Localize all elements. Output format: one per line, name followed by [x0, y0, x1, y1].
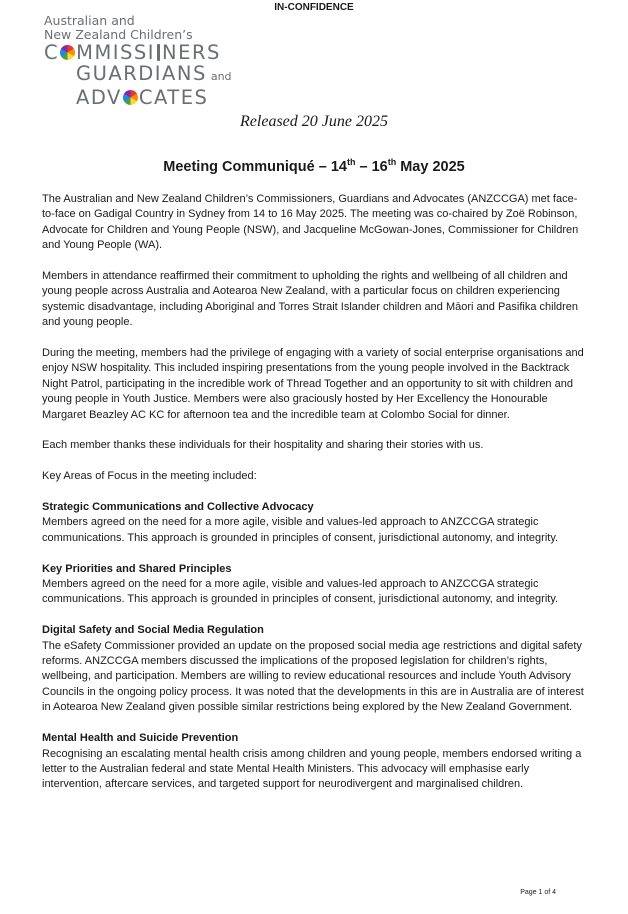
paragraph-engagement: During the meeting, members had the privilege of engaging with a variety of social enterprise organisations and enjoy NSW hospitality. This included inspiring presentations from the young people involved in the Backtrack Night Patrol, participating in the incredible work of Thread Together and an opportunity to sit with children and young people in Youth Justice. Members were also graciously hosted by Her Excellency the Honourable Margaret Beazley AC KC for afternoon tea and the incredible team at Colombo Social for dinner. [42, 347, 584, 421]
logo-advocates: ADV CATES [76, 86, 209, 109]
classification-label: IN-CONFIDENCE [274, 2, 354, 13]
logo-commissioners: C MMISSI NERS [44, 41, 221, 64]
rainbow-o-icon [123, 90, 138, 105]
section-text: Members agreed on the need for a more agile, visible and values-led approach to ANZCCGA strategic communications. This approach is grounded in principles of consent, jurisdictional autonomy, and integrity. [42, 578, 559, 606]
section-heading: Key Priorities and Shared Principles [42, 562, 232, 575]
paragraph-intro: The Australian and New Zealand Children’s Commissioners, Guardians and Advocates (ANZCCGA) met face-to-face on Gadigal Country in Sydney from 14 to 16 May 2025. The meeting was co-chaired by Zoë Robinson, Advocate for Children and Young People (NSW), and Jacqueline McGowan-Jones, Commissioner for Children and Young People (WA). [42, 193, 579, 252]
paragraph-focus-intro: Key Areas of Focus in the meeting included: [42, 470, 257, 483]
section-text: Recognising an escalating mental health crisis among children and young people, members endorsed writing a letter to the Australian federal and state Mental Health Ministers. This advocacy will emphasise early intervention, aftercare services, and targeted support for neurodivergent and marginalised children. [42, 747, 582, 791]
release-date: Released 20 June 2025 [240, 113, 388, 130]
logo-line-1: Australian and [44, 13, 135, 28]
section-text: The eSafety Commissioner provided an update on the proposed social media age restrictions and digital safety reforms. ANZCCGA members discussed the implications of the proposed legislation for children’s rights, wellbeing, and participation. Members are willing to review educational resources and include Youth Advisory Councils in the ongoing policy process. It was noted that the developments in this are in Australia are of interest in Aotearoa New Zealand given possible similar restrictions being explored by the New Zealand Government. [42, 639, 584, 714]
section-heading: Mental Health and Suicide Prevention [42, 732, 239, 745]
rainbow-o-icon [60, 45, 75, 60]
communique-body [42, 192, 587, 793]
paragraph-commitment: Members in attendance reaffirmed their commitment to upholding the rights and wellbeing of all children and young people across Australia and Aotearoa New Zealand, with a particular focus on children experiencing systemic disadvantage, including Aboriginal and Torres Strait Islander children and Māori and Pasifika children and young people. [42, 270, 579, 329]
logo-guardians: GUARDIANS and [76, 62, 232, 85]
section-heading: Digital Safety and Social Media Regulation [42, 624, 264, 637]
section-text: Members agreed on the need for a more agile, visible and values-led approach to ANZCCGA strategic communications. This approach is grounded in principles of consent, jurisdictional autonomy, and integrity. [42, 516, 559, 544]
logo-line-2: New Zealand Children’s [44, 27, 193, 42]
anzccga-logo [44, 14, 284, 108]
page-title: Meeting Communiqué – 14th – 16th May 2025 [163, 157, 465, 175]
staff-icon [157, 44, 160, 61]
page-number: Page 1 of 4 [520, 889, 556, 896]
paragraph-thanks: Each member thanks these individuals for their hospitality and sharing their stories with us. [42, 439, 484, 452]
section-heading: Strategic Communications and Collective Advocacy [42, 501, 314, 514]
